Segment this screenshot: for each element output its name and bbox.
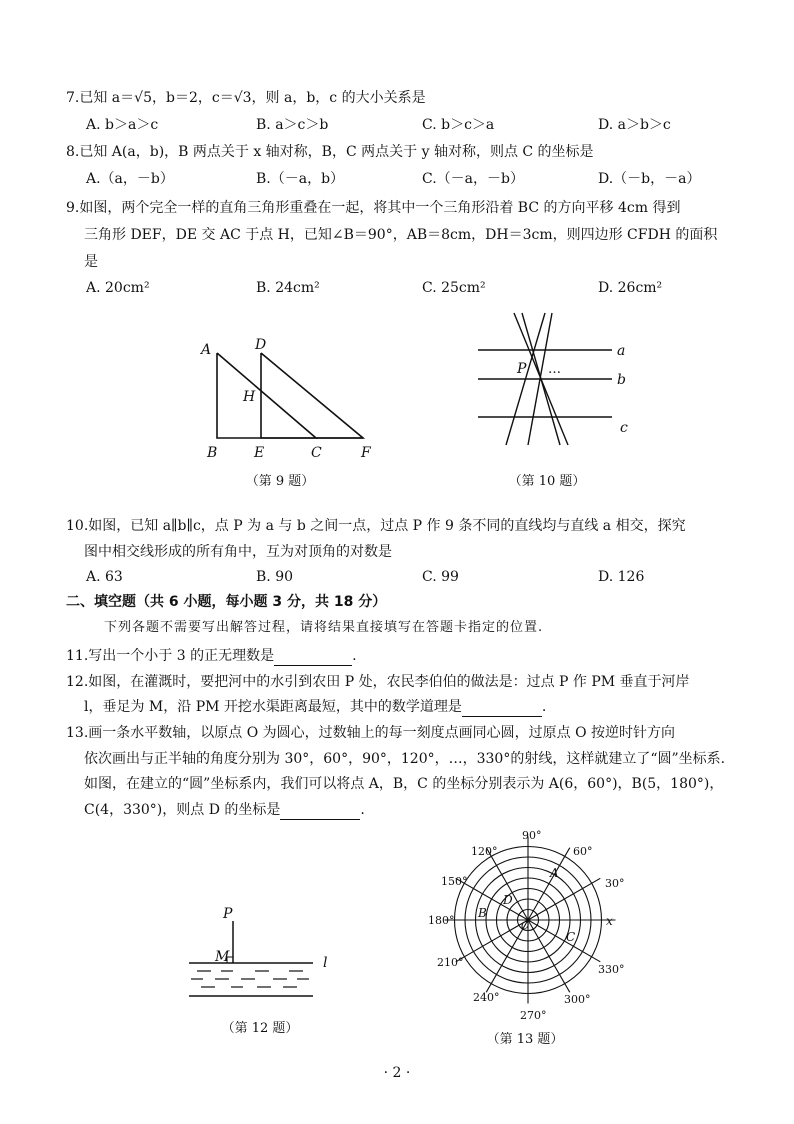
q7-option-b: B. a＞c＞b [256, 117, 329, 133]
q13-answer-blank [280, 803, 360, 820]
angle-label-240: 240° [473, 991, 500, 1004]
q9-line-3: 是 [84, 254, 98, 270]
q13-line-4-text: C(4，330°)，则点 D 的坐标是 [84, 802, 281, 818]
ray [456, 920, 528, 962]
angle-label-120: 120° [471, 845, 498, 858]
q13-line-3: 如图，在建立的“圆”坐标系内，我们可以将点 A，B，C 的坐标分别表示为 A(6，60°)，B(5，180°)， [84, 776, 724, 792]
q8-option-d: D.（－b，－a） [598, 171, 701, 187]
angle-label-90: 90° [522, 829, 542, 842]
q9-option-a: A. 20cm² [86, 280, 150, 296]
q12-line-2-text: l，垂足为 M，沿 PM 开挖水渠距离最短，其中的数学道理是 [84, 699, 462, 715]
label-c: c [620, 420, 628, 436]
label-m: M [215, 949, 230, 965]
q12-end: . [541, 699, 547, 715]
section-2-instruction: 下列各题不需要写出解答过程，请将结果直接填写在答题卡指定的位置. [104, 620, 544, 635]
angle-label-210: 210° [437, 956, 464, 969]
figure-9-caption: （第 9 题） [245, 474, 315, 489]
label-l: l [323, 955, 328, 971]
q12-line-1: 12.如图，在灌溉时，要把河中的水引到农田 P 处，农民李伯伯的做法是：过点 P 作 PM 垂直于河岸 [66, 674, 690, 690]
angle-label-270: 270° [520, 1009, 547, 1022]
figure-13 [425, 825, 625, 1025]
ray [528, 920, 600, 962]
triangle-abc [217, 353, 316, 438]
point-b-label: B [478, 906, 487, 920]
q10-option-b: B. 90 [256, 569, 294, 585]
figure-10 [470, 305, 650, 455]
q12-answer-blank [462, 700, 542, 717]
q11 [66, 646, 357, 666]
q7-option-d: D. a＞b＞c [598, 117, 671, 133]
point-a-label: A [550, 866, 559, 880]
x-axis-label: x [606, 914, 613, 928]
label-c: C [311, 445, 322, 461]
q13-end: . [360, 802, 365, 818]
point-c-label: C [566, 930, 576, 944]
q10-line-2: 图中相交线形成的所有角中，互为对顶角的对数是 [84, 544, 392, 560]
q10-option-c: C. 99 [422, 569, 459, 585]
q13-line-2: 依次画出与正半轴的角度分别为 30°，60°，90°，120°，…，330°的射线，这样就建立了“圆”坐标系. [84, 751, 726, 767]
figure-12-caption: （第 12 题） [221, 1021, 299, 1036]
q10-line-1: 10.如图，已知 a∥b∥c，点 P 为 a 与 b 之间一点，过点 P 作 9 条不同的直线均与直线 a 相交，探究 [66, 518, 686, 534]
q8-option-a: A.（a，－b） [86, 171, 174, 187]
q11-answer-blank [274, 649, 352, 666]
triangle-def [261, 353, 363, 438]
q8-stem: 8.已知 A(a，b)，B 两点关于 x 轴对称，B，C 两点关于 y 轴对称，则点 C 的坐标是 [66, 144, 594, 160]
q10-option-d: D. 126 [598, 569, 645, 585]
angle-label-180: 180° [428, 914, 455, 927]
label-f: F [361, 445, 371, 461]
q11-text: 11.写出一个小于 3 的正无理数是 [66, 648, 275, 664]
q9-line-2: 三角形 DEF，DE 交 AC 于点 H，已知∠B＝90°，AB＝8cm，DH＝3cm，则四边形 CFDH 的面积 [84, 227, 718, 243]
angle-label-150: 150° [441, 875, 468, 888]
river-water [191, 971, 309, 987]
ray [486, 848, 528, 920]
q10-option-a: A. 63 [86, 569, 123, 585]
label-b: B [207, 445, 218, 461]
q7-stem: 7.已知 a＝√5，b＝2，c＝√3，则 a，b，c 的大小关系是 [66, 90, 426, 106]
q9-option-b: B. 24cm² [256, 280, 320, 296]
q9-option-c: C. 25cm² [422, 280, 486, 296]
angle-label-330: 330° [598, 963, 625, 976]
angle-label-60: 60° [573, 845, 593, 858]
ray [528, 920, 570, 992]
label-a: A [201, 342, 212, 358]
label-dots: … [548, 362, 561, 377]
q13-line-4 [84, 800, 365, 820]
figure-13-caption: （第 13 题） [486, 1032, 564, 1047]
q8-option-c: C.（－a，－b） [422, 171, 524, 187]
ray [528, 848, 570, 920]
q9-line-1: 9.如图，两个完全一样的直角三角形重叠在一起，将其中一个三角形沿着 BC 的方向平移 4cm 得到 [66, 200, 681, 216]
q11-end: . [352, 648, 357, 664]
q12-line-2 [84, 697, 546, 717]
angle-rays [445, 837, 616, 1004]
q7-option-c: C. b＞c＞a [422, 117, 495, 133]
label-p: P [223, 906, 233, 922]
figure-10-caption: （第 10 题） [508, 474, 586, 489]
point-d-label: D [503, 893, 513, 907]
angle-label-30: 30° [605, 877, 625, 890]
q7-option-a: A. b＞a＞c [86, 117, 159, 133]
page-number: · 2 · [383, 1065, 411, 1081]
label-b: b [617, 372, 626, 388]
label-e: E [254, 445, 265, 461]
label-p: P [517, 361, 527, 377]
figure-12 [185, 905, 345, 1005]
label-h: H [243, 389, 256, 405]
section-2-title: 二、填空题（共 6 小题，每小题 3 分，共 18 分） [66, 594, 387, 610]
q9-option-d: D. 26cm² [598, 280, 663, 296]
origin-o-label: O [521, 921, 530, 932]
q13-line-1: 13.画一条水平数轴，以原点 O 为圆心，过数轴上的每一刻度点画同心圆，过原点 O 按逆时针方向 [66, 725, 676, 741]
ray [528, 878, 600, 920]
label-d: D [255, 337, 267, 353]
q8-option-b: B.（－a，b） [256, 171, 345, 187]
angle-label-300: 300° [564, 993, 591, 1006]
label-a: a [617, 343, 626, 359]
figure-9 [195, 335, 385, 465]
